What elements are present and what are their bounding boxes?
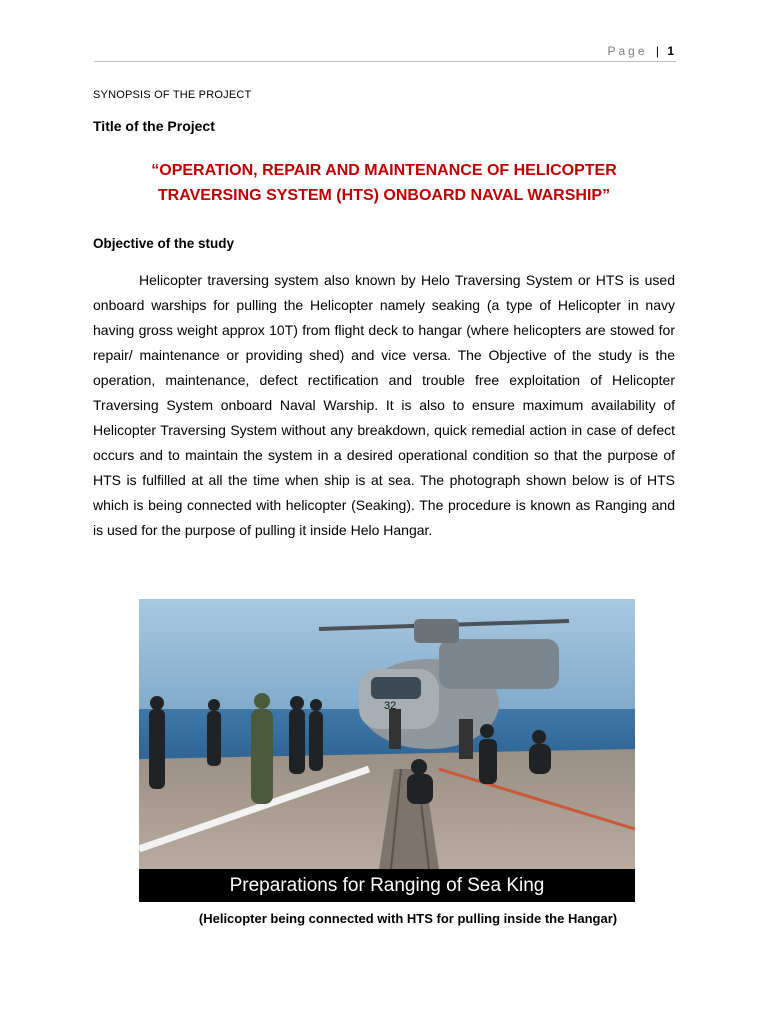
hts-photo: [139, 599, 635, 902]
page-header-rule: [94, 61, 676, 62]
project-title-line-1: “OPERATION, REPAIR AND MAINTENANCE OF HELICOPTER: [151, 162, 617, 179]
photo-caption: (Helicopter being connected with HTS for pulling inside the Hangar): [198, 911, 618, 926]
page-number-header: [607, 44, 674, 58]
page-word: Page: [607, 44, 648, 58]
objective-heading: Objective of the study: [93, 236, 235, 251]
photo-banner: Preparations for Ranging of Sea King: [139, 869, 635, 902]
synopsis-heading: SYNOPSIS OF THE PROJECT: [93, 89, 252, 101]
title-label: Title of the Project: [93, 118, 215, 134]
page-number: 1: [667, 44, 674, 58]
page-separator: |: [655, 44, 659, 58]
photo-scene: [139, 599, 635, 902]
helicopter-number: 32: [384, 700, 397, 712]
project-title-line-2: TRAVERSING SYSTEM (HTS) ONBOARD NAVAL WARSHIP”: [157, 187, 611, 204]
project-title: [93, 158, 675, 208]
objective-paragraph: Helicopter traversing system also known by Helo Traversing System or HTS is used onboard warships for pulling the Helicopter namely seaking (a type of Helicopter in navy having gross weight approx 10T) from flight deck to hangar (where helicopters are stowed for repair/ maintenance or providing shed) and vice versa. The Objective of the study is the operation, maintenance, defect rectification and trouble free exploitation of Helicopter Traversing System onboard Naval Warship. It is also to ensure maximum availability of Helicopter Traversing System without any breakdown, quick remedial action in case of defect occurs and to maintain the system in a desired operational condition so that the purpose of HTS is fulfilled at all the time when ship is at sea. The photograph shown below is of HTS which is being connected with helicopter (Seaking). The procedure is known as Ranging and is used for the purpose of pulling it inside Helo Hangar.: [93, 272, 675, 538]
